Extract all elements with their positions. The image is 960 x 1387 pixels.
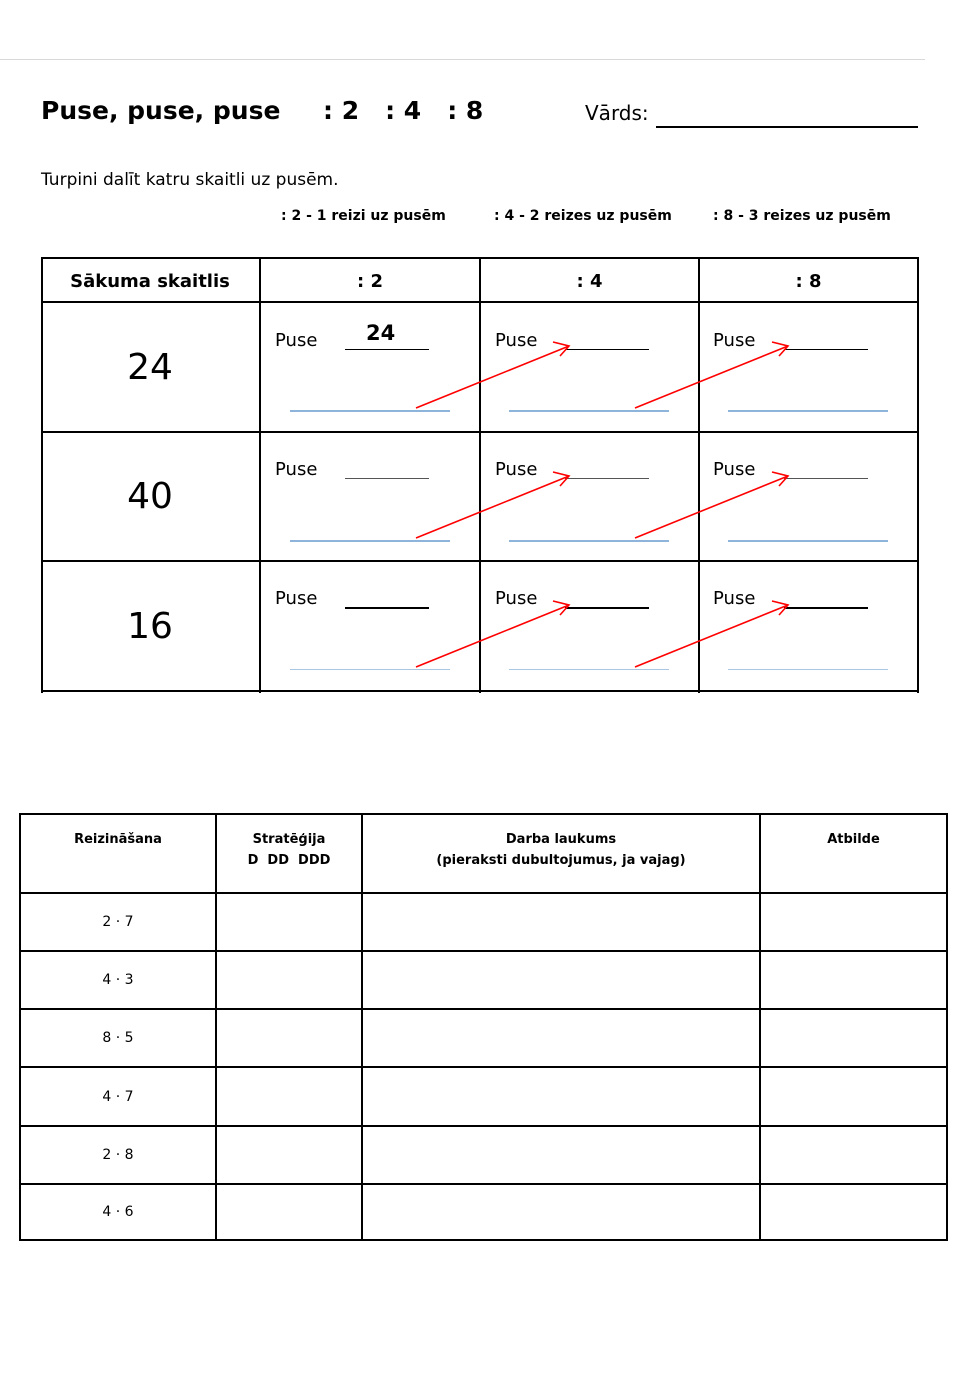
work-line[interactable] [728, 669, 888, 670]
header-strategy [217, 813, 361, 871]
header-div-8: : 8 [795, 270, 822, 292]
answer-blank[interactable] [784, 349, 868, 350]
table-col-divider [259, 257, 261, 693]
handwritten-answer: 24 [366, 321, 396, 345]
start-number: 24 [127, 346, 173, 388]
puse-label: Puse [275, 459, 318, 480]
header-multiplication-label: Reizināšana [74, 832, 162, 847]
header-work-area-label: Darba laukums [505, 832, 617, 847]
header-answer [761, 813, 946, 850]
work-line[interactable] [728, 410, 888, 412]
table-col-divider [479, 257, 481, 693]
puse-label: Puse [275, 588, 318, 609]
header-multiplication [21, 813, 215, 850]
multiplication-problem: 4 · 7 [102, 1088, 134, 1105]
answer-blank[interactable] [345, 478, 429, 479]
top-divider [0, 59, 925, 60]
work-line[interactable] [290, 669, 450, 670]
table-border-right [946, 813, 948, 1241]
puse-label: Puse [713, 459, 756, 480]
table-col-divider [361, 813, 363, 1241]
work-line[interactable] [290, 540, 450, 542]
puse-label: Puse [275, 330, 318, 351]
legend-item-2: : 2 - 1 reizi uz pusēm [281, 208, 446, 224]
puse-label: Puse [713, 330, 756, 351]
table-col-divider [698, 257, 700, 693]
start-number: 16 [127, 605, 173, 647]
work-line[interactable] [290, 410, 450, 412]
multiplication-problem: 4 · 6 [102, 1204, 134, 1220]
work-line[interactable] [728, 540, 888, 542]
name-field[interactable] [656, 126, 918, 128]
header-work-area [363, 813, 759, 871]
halving-table [41, 257, 919, 693]
header-start-number: Sākuma skaitlis [70, 270, 230, 292]
work-line[interactable] [509, 540, 669, 542]
answer-blank[interactable] [345, 349, 429, 350]
instruction-text: Turpini dalīt katru skaitli uz pusēm. [41, 170, 339, 190]
header-answer-label: Atbilde [827, 832, 880, 847]
table-col-divider [759, 813, 761, 1241]
header-div-4: : 4 [576, 270, 603, 292]
header-div-2: : 2 [357, 270, 383, 292]
puse-label: Puse [495, 330, 538, 351]
answer-blank[interactable] [565, 478, 649, 479]
answer-blank[interactable] [565, 607, 649, 609]
table-border-right [917, 257, 919, 693]
answer-blank[interactable] [345, 607, 429, 609]
work-line[interactable] [509, 410, 669, 412]
multiplication-problem: 2 · 7 [102, 914, 134, 930]
legend-item-8: : 8 - 3 reizes uz pusēm [713, 208, 891, 224]
answer-blank[interactable] [784, 478, 868, 479]
answer-blank[interactable] [784, 607, 868, 609]
header-strategy-label: Stratēģija [252, 832, 326, 847]
puse-label: Puse [713, 588, 756, 609]
multiplication-problem: 2 · 8 [102, 1147, 134, 1163]
puse-label: Puse [495, 459, 538, 480]
divisor-8: : 8 [447, 96, 484, 125]
header-work-area-hint: (pieraksti dubultojumus, ja vajag) [436, 853, 686, 868]
worksheet-title: Puse, puse, puse [41, 96, 281, 125]
multiplication-problem: 4 · 3 [102, 972, 134, 988]
start-number: 40 [127, 476, 173, 517]
divisor-2: : 2 [323, 96, 360, 125]
multiplication-table [19, 813, 948, 1241]
name-label: Vārds: [585, 101, 649, 125]
divisor-4: : 4 [385, 96, 422, 125]
work-line[interactable] [509, 669, 669, 670]
header-strategy-options: D DD DDD [247, 853, 331, 868]
puse-label: Puse [495, 588, 538, 609]
multiplication-problem: 8 · 5 [102, 1030, 134, 1046]
table-col-divider [215, 813, 217, 1241]
legend-item-4: : 4 - 2 reizes uz pusēm [494, 208, 672, 224]
divisor-labels [323, 96, 509, 125]
answer-blank[interactable] [565, 349, 649, 350]
table-border-bottom [19, 1239, 948, 1241]
